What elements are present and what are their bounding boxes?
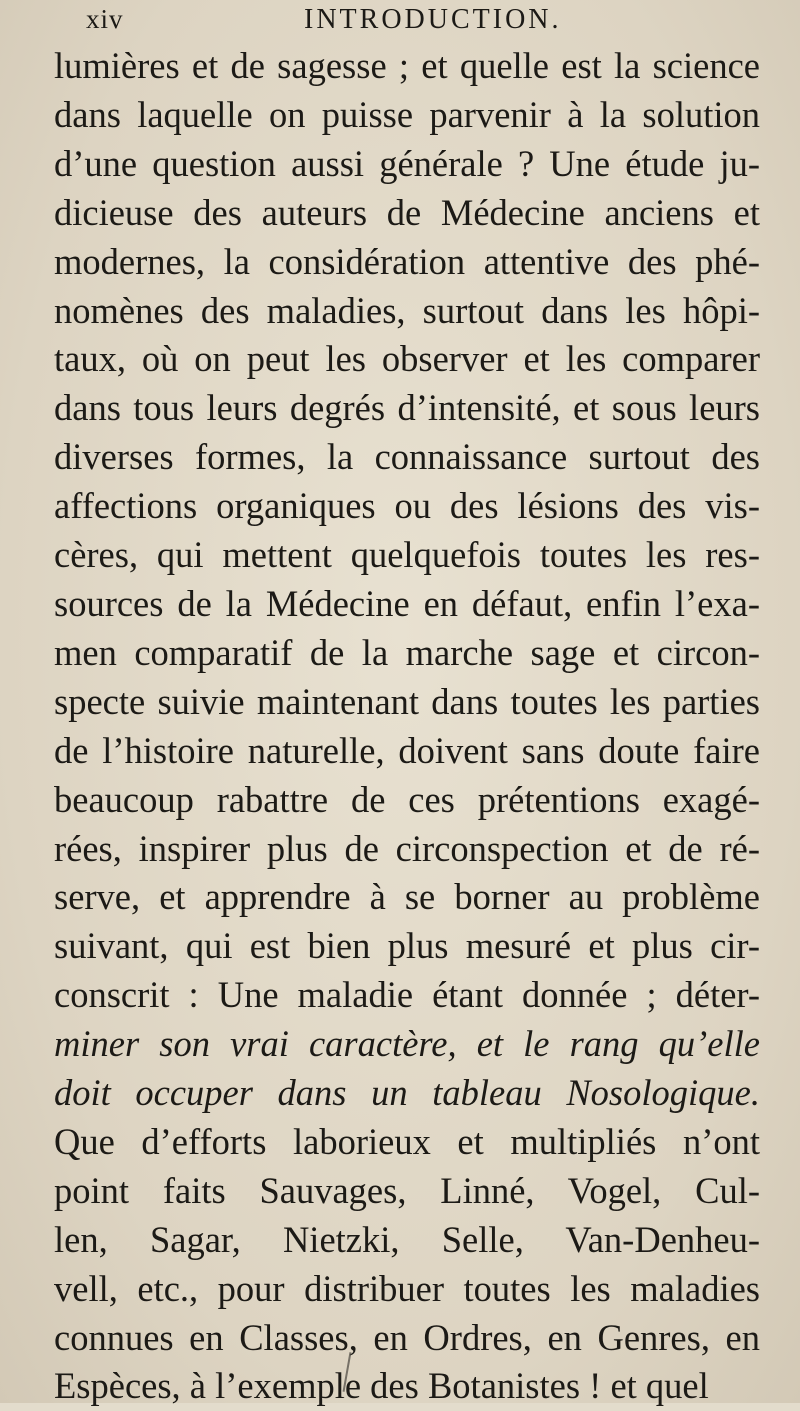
- running-title: INTRODUCTION.: [304, 4, 562, 35]
- text-line: modernes, la considération attentive des phé-: [54, 240, 760, 282]
- text-line: nomènes des maladies, surtout dans les hôpi-: [54, 289, 760, 331]
- text-line: vell, etc., pour distribuer toutes les maladies: [54, 1267, 760, 1309]
- text-line: dicieuse des auteurs de Médecine anciens et: [54, 191, 760, 233]
- text-line-italic: miner son vrai caractère, et le rang qu’elle: [54, 1023, 760, 1065]
- page-number: xiv: [86, 4, 124, 34]
- text-line: taux, où on peut les observer et les comparer: [54, 338, 760, 380]
- text-line: Que d’efforts laborieux et multipliés n’ont: [54, 1120, 760, 1162]
- text-line: beaucoup rabattre de ces prétentions exagé-: [54, 778, 760, 820]
- text-line: rées, inspirer plus de circonspection et de ré-: [54, 827, 760, 869]
- running-head: [54, 0, 760, 40]
- text-line: conscrit : Une maladie étant donnée ; déter-: [54, 974, 760, 1016]
- text-line-italic: doit occuper dans un tableau Nosologique.: [54, 1072, 760, 1114]
- text-line: connues en Classes, en Ordres, en Genres, en: [54, 1316, 760, 1358]
- text-line: specte suivie maintenant dans toutes les parties: [54, 680, 760, 722]
- text-line: sources de la Médecine en défaut, enfin l’exa-: [54, 582, 760, 624]
- text-line: d’une question aussi générale ? Une étude ju-: [54, 142, 760, 184]
- text-line: point faits Sauvages, Linné, Vogel, Cul-: [54, 1169, 760, 1211]
- text-line: dans laquelle on puisse parvenir à la solution: [54, 93, 760, 135]
- text-line: diverses formes, la connaissance surtout des: [54, 436, 760, 478]
- text-line: cères, qui mettent quelquefois toutes les res-: [54, 534, 760, 576]
- body-text: [54, 42, 760, 1411]
- text-line: dans tous leurs degrés d’intensité, et sous leurs: [54, 387, 760, 429]
- text-line: de l’histoire naturelle, doivent sans doute faire: [54, 729, 760, 771]
- text-line: serve, et apprendre à se borner au problème: [54, 876, 760, 918]
- text-line: Espèces, à l’exemple des Botanistes ! et quel: [54, 1365, 709, 1407]
- text-line: men comparatif de la marche sage et circon-: [54, 631, 760, 673]
- text-line: affections organiques ou des lésions des vis-: [54, 485, 760, 527]
- text-line: suivant, qui est bien plus mesuré et plus cir-: [54, 925, 760, 967]
- text-line: len, Sagar, Nietzki, Selle, Van-Denheu-: [54, 1218, 760, 1260]
- text-line: lumières et de sagesse ; et quelle est la science: [54, 45, 760, 86]
